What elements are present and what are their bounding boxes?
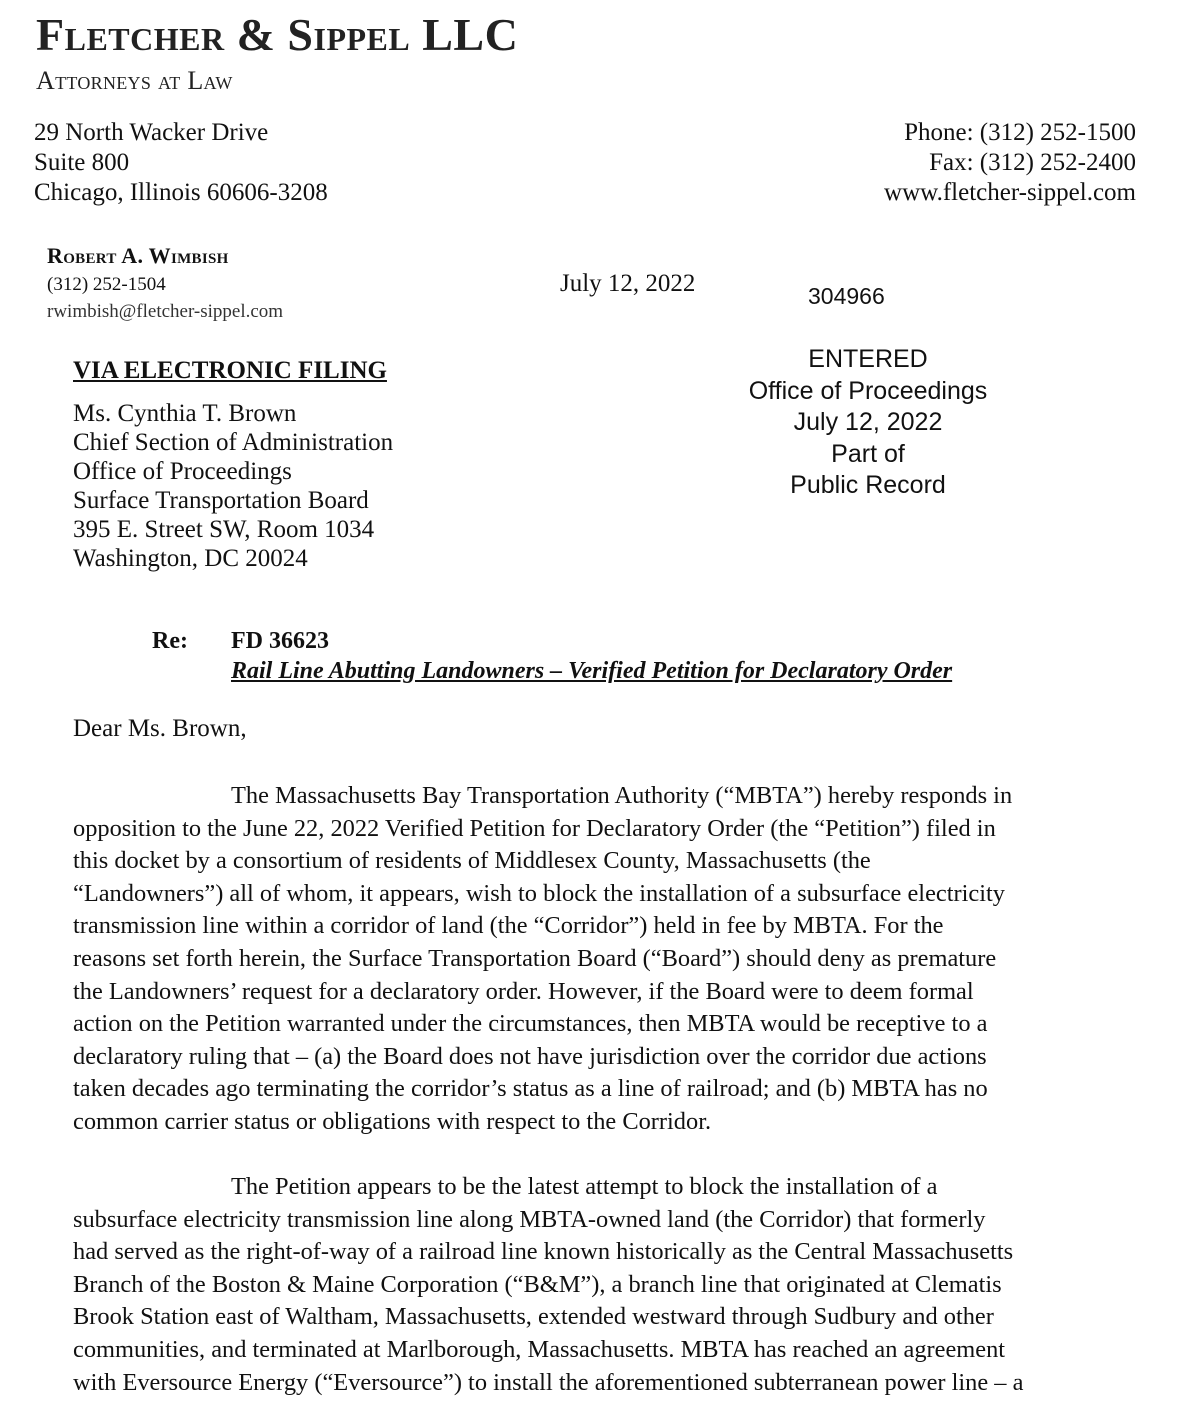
address-line: 29 North Wacker Drive bbox=[34, 119, 269, 146]
firm-address bbox=[34, 118, 328, 208]
website-line: www.fletcher-sippel.com bbox=[884, 179, 1136, 206]
sender-phone: (312) 252-1504 bbox=[47, 274, 166, 295]
firm-subtitle: Attorneys at Law bbox=[36, 66, 233, 95]
sender-email: rwimbish@fletcher-sippel.com bbox=[47, 301, 284, 322]
letter-date: July 12, 2022 bbox=[560, 270, 696, 297]
recipient-line: Washington, DC 20024 bbox=[73, 545, 308, 572]
paragraph-line: taken decades ago terminating the corridor’s status as a line of railroad; and (b) MBTA has no bbox=[73, 1075, 988, 1103]
stamp-line: ENTERED bbox=[808, 345, 928, 373]
paragraph-line: declaratory ruling that – (a) the Board does not have jurisdiction over the corridor due actions bbox=[73, 1042, 987, 1070]
address-line: Chicago, Illinois 60606-3208 bbox=[34, 179, 328, 206]
salutation: Dear Ms. Brown, bbox=[73, 715, 247, 742]
paragraph-line: communities, and terminated at Marlborough, Massachusetts. MBTA has reached an agreement bbox=[73, 1335, 1006, 1363]
firm-contact bbox=[884, 118, 1136, 208]
fax-line: Fax: (312) 252-2400 bbox=[929, 149, 1136, 176]
body-paragraph-2 bbox=[73, 1171, 1113, 1399]
stamp-line: Office of Proceedings bbox=[748, 376, 988, 405]
re-subject: Rail Line Abutting Landowners – Verified Petition for Declaratory Order bbox=[231, 658, 953, 684]
paragraph-line: with Eversource Energy (“Eversource”) to install the aforementioned subterranean power line – a bbox=[73, 1368, 1024, 1396]
paragraph-line: subsurface electricity transmission line along MBTA-owned land (the Corridor) that formerly bbox=[73, 1205, 986, 1233]
recipient-line: Chief Section of Administration bbox=[73, 429, 394, 456]
stamp-line: Public Record bbox=[790, 471, 946, 499]
recipient-line: Ms. Cynthia T. Brown bbox=[73, 400, 297, 427]
paragraph-line: opposition to the June 22, 2022 Verified Petition for Declaratory Order (the “Petition”) filed in bbox=[73, 814, 996, 842]
recipient-line: Office of Proceedings bbox=[73, 458, 292, 485]
paragraph-line: action on the Petition warranted under the circumstances, then MBTA would be receptive to a bbox=[73, 1010, 988, 1038]
recipient-line: Surface Transportation Board bbox=[73, 487, 369, 514]
paragraph-line: “Landowners”) all of whom, it appears, wish to block the installation of a subsurface electricity bbox=[73, 879, 1005, 907]
paragraph-line: Branch of the Boston & Maine Corporation (“B&M”), a branch line that originated at Clematis bbox=[73, 1270, 1002, 1298]
recipient-address bbox=[73, 399, 393, 573]
phone-line: Phone: (312) 252-1500 bbox=[904, 119, 1136, 146]
paragraph-line: common carrier status or obligations with respect to the Corridor. bbox=[73, 1107, 712, 1135]
re-label: Re: bbox=[152, 628, 188, 654]
paragraph-line: had served as the right-of-way of a railroad line known historically as the Central Massachusetts bbox=[73, 1238, 1014, 1266]
firm-name: Fletcher & Sippel LLC bbox=[36, 9, 519, 60]
paragraph-line: Brook Station east of Waltham, Massachusetts, extended westward through Sudbury and other bbox=[73, 1303, 994, 1331]
stamp-line: July 12, 2022 bbox=[793, 408, 943, 436]
paragraph-line: The Massachusetts Bay Transportation Authority (“MBTA”) hereby responds in bbox=[231, 782, 1013, 809]
paragraph-line: transmission line within a corridor of land (the “Corridor”) held in fee by MBTA. For the bbox=[73, 912, 944, 940]
recipient-line: 395 E. Street SW, Room 1034 bbox=[73, 516, 375, 543]
body-paragraph-1 bbox=[73, 780, 1113, 1139]
paragraph-line: reasons set forth herein, the Surface Transportation Board (“Board”) should deny as premature bbox=[73, 944, 997, 972]
paragraph-line: The Petition appears to be the latest attempt to block the installation of a bbox=[231, 1173, 938, 1200]
re-docket: FD 36623 bbox=[231, 628, 329, 654]
stamp-line: Part of bbox=[831, 439, 905, 468]
delivery-method: VIA ELECTRONIC FILING bbox=[73, 357, 387, 384]
filing-number: 304966 bbox=[808, 283, 885, 309]
paragraph-line: the Landowners’ request for a declaratory order. However, if the Board were to deem formal bbox=[73, 977, 974, 1005]
entered-stamp bbox=[735, 344, 1001, 502]
paragraph-line: this docket by a consortium of residents of Middlesex County, Massachusetts (the bbox=[73, 847, 871, 875]
sender-name: Robert A. Wimbish bbox=[47, 243, 229, 268]
address-line: Suite 800 bbox=[34, 149, 130, 176]
